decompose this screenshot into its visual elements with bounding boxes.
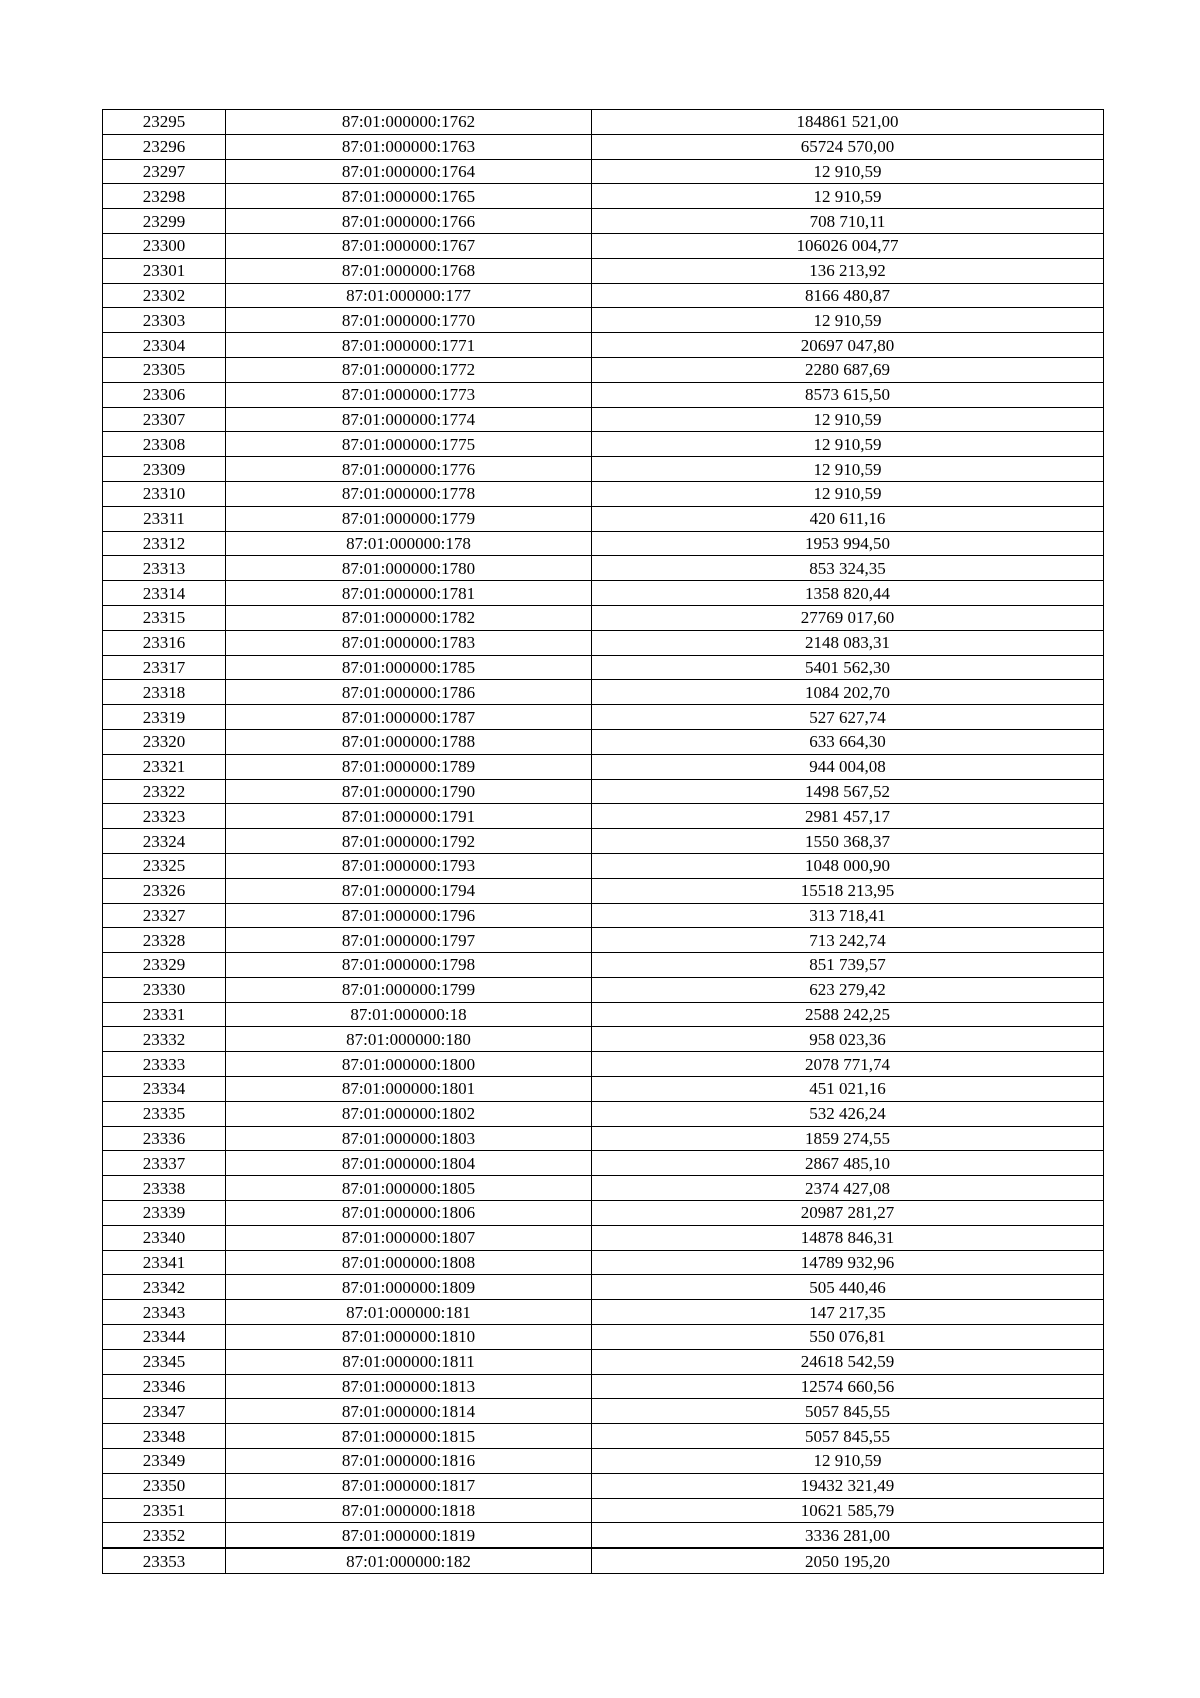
table-body xyxy=(103,110,1104,1574)
row-number-cell: 23320 xyxy=(103,729,226,754)
cadastral-number-cell: 87:01:000000:1798 xyxy=(226,953,592,978)
cadastral-number-cell: 87:01:000000:180 xyxy=(226,1027,592,1052)
table-row xyxy=(103,1077,1104,1102)
table-row xyxy=(103,1424,1104,1449)
table-row xyxy=(103,556,1104,581)
row-number-cell: 23321 xyxy=(103,754,226,779)
row-number-cell: 23335 xyxy=(103,1101,226,1126)
cadastral-value-cell: 12 910,59 xyxy=(592,432,1104,457)
cadastral-number-cell: 87:01:000000:1794 xyxy=(226,878,592,903)
cadastral-number-cell: 87:01:000000:1772 xyxy=(226,357,592,382)
table-row xyxy=(103,829,1104,854)
cadastral-number-cell: 87:01:000000:1774 xyxy=(226,407,592,432)
cadastral-number-cell: 87:01:000000:1796 xyxy=(226,903,592,928)
row-number-cell: 23331 xyxy=(103,1002,226,1027)
table-row xyxy=(103,159,1104,184)
cadastral-number-cell: 87:01:000000:1785 xyxy=(226,655,592,680)
cadastral-value-cell: 708 710,11 xyxy=(592,209,1104,234)
cadastral-number-cell: 87:01:000000:1783 xyxy=(226,630,592,655)
cadastral-number-cell: 87:01:000000:1770 xyxy=(226,308,592,333)
row-number-cell: 23339 xyxy=(103,1201,226,1226)
cadastral-number-cell: 87:01:000000:1813 xyxy=(226,1374,592,1399)
table-row xyxy=(103,928,1104,953)
table-row xyxy=(103,1101,1104,1126)
cadastral-value-cell: 5057 845,55 xyxy=(592,1424,1104,1449)
cadastral-number-cell: 87:01:000000:1765 xyxy=(226,184,592,209)
row-number-cell: 23333 xyxy=(103,1052,226,1077)
cadastral-value-cell: 1498 567,52 xyxy=(592,779,1104,804)
table-row xyxy=(103,457,1104,482)
cadastral-value-cell: 12 910,59 xyxy=(592,481,1104,506)
table-row xyxy=(103,333,1104,358)
cadastral-value-cell: 2280 687,69 xyxy=(592,357,1104,382)
row-number-cell: 23345 xyxy=(103,1349,226,1374)
row-number-cell: 23344 xyxy=(103,1325,226,1350)
cadastral-number-cell: 87:01:000000:1790 xyxy=(226,779,592,804)
table-row xyxy=(103,432,1104,457)
table-row xyxy=(103,382,1104,407)
cadastral-number-cell: 87:01:000000:1773 xyxy=(226,382,592,407)
cadastral-number-cell: 87:01:000000:1789 xyxy=(226,754,592,779)
cadastral-value-cell: 2867 485,10 xyxy=(592,1151,1104,1176)
row-number-cell: 23336 xyxy=(103,1126,226,1151)
table-row xyxy=(103,1201,1104,1226)
table-row xyxy=(103,680,1104,705)
table-row xyxy=(103,134,1104,159)
cadastral-value-cell: 24618 542,59 xyxy=(592,1349,1104,1374)
cadastral-number-cell: 87:01:000000:1807 xyxy=(226,1225,592,1250)
row-number-cell: 23328 xyxy=(103,928,226,953)
row-number-cell: 23298 xyxy=(103,184,226,209)
cadastral-value-cell: 27769 017,60 xyxy=(592,605,1104,630)
cadastral-number-cell: 87:01:000000:182 xyxy=(226,1548,592,1573)
row-number-cell: 23343 xyxy=(103,1300,226,1325)
row-number-cell: 23341 xyxy=(103,1250,226,1275)
cadastral-value-cell: 1859 274,55 xyxy=(592,1126,1104,1151)
cadastral-number-cell: 87:01:000000:1771 xyxy=(226,333,592,358)
row-number-cell: 23303 xyxy=(103,308,226,333)
row-number-cell: 23315 xyxy=(103,605,226,630)
table-row xyxy=(103,1027,1104,1052)
cadastral-value-cell: 2374 427,08 xyxy=(592,1176,1104,1201)
table-row xyxy=(103,481,1104,506)
cadastral-value-cell: 8166 480,87 xyxy=(592,283,1104,308)
table-row xyxy=(103,1399,1104,1424)
table-row xyxy=(103,779,1104,804)
row-number-cell: 23301 xyxy=(103,258,226,283)
cadastral-value-cell: 505 440,46 xyxy=(592,1275,1104,1300)
cadastral-value-cell: 713 242,74 xyxy=(592,928,1104,953)
row-number-cell: 23338 xyxy=(103,1176,226,1201)
cadastral-number-cell: 87:01:000000:1778 xyxy=(226,481,592,506)
table-row xyxy=(103,357,1104,382)
cadastral-value-cell: 12 910,59 xyxy=(592,1449,1104,1474)
cadastral-value-cell: 420 611,16 xyxy=(592,506,1104,531)
cadastral-value-cell: 19432 321,49 xyxy=(592,1473,1104,1498)
row-number-cell: 23322 xyxy=(103,779,226,804)
table-row xyxy=(103,1374,1104,1399)
table-row xyxy=(103,729,1104,754)
row-number-cell: 23330 xyxy=(103,977,226,1002)
row-number-cell: 23327 xyxy=(103,903,226,928)
table-row xyxy=(103,258,1104,283)
cadastral-number-cell: 87:01:000000:1797 xyxy=(226,928,592,953)
table-row xyxy=(103,283,1104,308)
cadastral-value-cell: 5401 562,30 xyxy=(592,655,1104,680)
table-row xyxy=(103,1349,1104,1374)
table-row xyxy=(103,1473,1104,1498)
cadastral-number-cell: 87:01:000000:1804 xyxy=(226,1151,592,1176)
table-row xyxy=(103,233,1104,258)
row-number-cell: 23353 xyxy=(103,1548,226,1573)
row-number-cell: 23313 xyxy=(103,556,226,581)
table-row xyxy=(103,1176,1104,1201)
cadastral-number-cell: 87:01:000000:1764 xyxy=(226,159,592,184)
cadastral-number-cell: 87:01:000000:1808 xyxy=(226,1250,592,1275)
row-number-cell: 23323 xyxy=(103,804,226,829)
cadastral-number-cell: 87:01:000000:1780 xyxy=(226,556,592,581)
cadastral-value-cell: 958 023,36 xyxy=(592,1027,1104,1052)
cadastral-value-cell: 12 910,59 xyxy=(592,184,1104,209)
table-row xyxy=(103,953,1104,978)
cadastral-value-cell: 184861 521,00 xyxy=(592,110,1104,135)
cadastral-value-cell: 12 910,59 xyxy=(592,407,1104,432)
cadastral-number-cell: 87:01:000000:1762 xyxy=(226,110,592,135)
row-number-cell: 23307 xyxy=(103,407,226,432)
table-row xyxy=(103,1002,1104,1027)
cadastral-number-cell: 87:01:000000:1768 xyxy=(226,258,592,283)
cadastral-value-cell: 1048 000,90 xyxy=(592,853,1104,878)
table-row xyxy=(103,1498,1104,1523)
row-number-cell: 23342 xyxy=(103,1275,226,1300)
cadastral-value-cell: 2981 457,17 xyxy=(592,804,1104,829)
row-number-cell: 23337 xyxy=(103,1151,226,1176)
row-number-cell: 23317 xyxy=(103,655,226,680)
row-number-cell: 23312 xyxy=(103,531,226,556)
cadastral-value-cell: 527 627,74 xyxy=(592,705,1104,730)
cadastral-value-cell: 944 004,08 xyxy=(592,754,1104,779)
table-row xyxy=(103,1126,1104,1151)
table-row xyxy=(103,1325,1104,1350)
cadastral-value-cell: 136 213,92 xyxy=(592,258,1104,283)
table-row xyxy=(103,1548,1104,1573)
row-number-cell: 23305 xyxy=(103,357,226,382)
cadastral-number-cell: 87:01:000000:1787 xyxy=(226,705,592,730)
row-number-cell: 23314 xyxy=(103,581,226,606)
cadastral-value-cell: 1358 820,44 xyxy=(592,581,1104,606)
table-row xyxy=(103,630,1104,655)
cadastral-number-cell: 87:01:000000:1801 xyxy=(226,1077,592,1102)
cadastral-value-cell: 20697 047,80 xyxy=(592,333,1104,358)
cadastral-number-cell: 87:01:000000:1792 xyxy=(226,829,592,854)
cadastral-number-cell: 87:01:000000:178 xyxy=(226,531,592,556)
row-number-cell: 23325 xyxy=(103,853,226,878)
table-row xyxy=(103,506,1104,531)
table-row xyxy=(103,1151,1104,1176)
row-number-cell: 23300 xyxy=(103,233,226,258)
row-number-cell: 23310 xyxy=(103,481,226,506)
cadastral-value-cell: 2148 083,31 xyxy=(592,630,1104,655)
cadastral-value-cell: 532 426,24 xyxy=(592,1101,1104,1126)
cadastral-number-cell: 87:01:000000:1776 xyxy=(226,457,592,482)
row-number-cell: 23346 xyxy=(103,1374,226,1399)
cadastral-number-cell: 87:01:000000:1818 xyxy=(226,1498,592,1523)
row-number-cell: 23326 xyxy=(103,878,226,903)
cadastral-value-cell: 12 910,59 xyxy=(592,457,1104,482)
cadastral-number-cell: 87:01:000000:1816 xyxy=(226,1449,592,1474)
cadastral-number-cell: 87:01:000000:1793 xyxy=(226,853,592,878)
row-number-cell: 23334 xyxy=(103,1077,226,1102)
table-row xyxy=(103,605,1104,630)
cadastral-value-cell: 313 718,41 xyxy=(592,903,1104,928)
row-number-cell: 23332 xyxy=(103,1027,226,1052)
row-number-cell: 23304 xyxy=(103,333,226,358)
table-row xyxy=(103,853,1104,878)
cadastral-number-cell: 87:01:000000:181 xyxy=(226,1300,592,1325)
table-row xyxy=(103,1052,1104,1077)
cadastral-value-cell: 147 217,35 xyxy=(592,1300,1104,1325)
row-number-cell: 23299 xyxy=(103,209,226,234)
cadastral-number-cell: 87:01:000000:1817 xyxy=(226,1473,592,1498)
table-row xyxy=(103,531,1104,556)
cadastral-value-cell: 106026 004,77 xyxy=(592,233,1104,258)
cadastral-number-cell: 87:01:000000:1786 xyxy=(226,680,592,705)
row-number-cell: 23329 xyxy=(103,953,226,978)
row-number-cell: 23295 xyxy=(103,110,226,135)
row-number-cell: 23319 xyxy=(103,705,226,730)
cadastral-value-cell: 15518 213,95 xyxy=(592,878,1104,903)
cadastral-number-cell: 87:01:000000:1810 xyxy=(226,1325,592,1350)
cadastral-value-cell: 2078 771,74 xyxy=(592,1052,1104,1077)
row-number-cell: 23318 xyxy=(103,680,226,705)
row-number-cell: 23297 xyxy=(103,159,226,184)
table-row xyxy=(103,705,1104,730)
table-row xyxy=(103,1523,1104,1548)
cadastral-value-cell: 12 910,59 xyxy=(592,308,1104,333)
cadastral-number-cell: 87:01:000000:1763 xyxy=(226,134,592,159)
cadastral-number-cell: 87:01:000000:1811 xyxy=(226,1349,592,1374)
cadastral-number-cell: 87:01:000000:1809 xyxy=(226,1275,592,1300)
table-row xyxy=(103,878,1104,903)
table-row xyxy=(103,1275,1104,1300)
row-number-cell: 23352 xyxy=(103,1523,226,1548)
table-row xyxy=(103,754,1104,779)
row-number-cell: 23306 xyxy=(103,382,226,407)
row-number-cell: 23308 xyxy=(103,432,226,457)
cadastral-number-cell: 87:01:000000:1788 xyxy=(226,729,592,754)
cadastral-value-cell: 633 664,30 xyxy=(592,729,1104,754)
cadastral-value-cell: 2588 242,25 xyxy=(592,1002,1104,1027)
row-number-cell: 23351 xyxy=(103,1498,226,1523)
cadastral-value-cell: 14789 932,96 xyxy=(592,1250,1104,1275)
cadastral-value-cell: 1550 368,37 xyxy=(592,829,1104,854)
cadastral-value-cell: 3336 281,00 xyxy=(592,1523,1104,1548)
table-row xyxy=(103,581,1104,606)
row-number-cell: 23347 xyxy=(103,1399,226,1424)
cadastral-value-table xyxy=(102,109,1104,1574)
row-number-cell: 23316 xyxy=(103,630,226,655)
table-row xyxy=(103,184,1104,209)
cadastral-value-cell: 851 739,57 xyxy=(592,953,1104,978)
table-row xyxy=(103,804,1104,829)
cadastral-number-cell: 87:01:000000:1805 xyxy=(226,1176,592,1201)
cadastral-number-cell: 87:01:000000:1815 xyxy=(226,1424,592,1449)
cadastral-value-cell: 12 910,59 xyxy=(592,159,1104,184)
table-row xyxy=(103,1225,1104,1250)
cadastral-number-cell: 87:01:000000:1799 xyxy=(226,977,592,1002)
table-row xyxy=(103,903,1104,928)
cadastral-value-cell: 550 076,81 xyxy=(592,1325,1104,1350)
cadastral-number-cell: 87:01:000000:1779 xyxy=(226,506,592,531)
cadastral-number-cell: 87:01:000000:1800 xyxy=(226,1052,592,1077)
cadastral-number-cell: 87:01:000000:1781 xyxy=(226,581,592,606)
cadastral-number-cell: 87:01:000000:1767 xyxy=(226,233,592,258)
table-row xyxy=(103,110,1104,135)
cadastral-value-cell: 20987 281,27 xyxy=(592,1201,1104,1226)
cadastral-number-cell: 87:01:000000:1803 xyxy=(226,1126,592,1151)
cadastral-number-cell: 87:01:000000:1802 xyxy=(226,1101,592,1126)
cadastral-value-cell: 1953 994,50 xyxy=(592,531,1104,556)
cadastral-number-cell: 87:01:000000:1791 xyxy=(226,804,592,829)
cadastral-value-cell: 8573 615,50 xyxy=(592,382,1104,407)
cadastral-number-cell: 87:01:000000:1814 xyxy=(226,1399,592,1424)
cadastral-number-cell: 87:01:000000:1806 xyxy=(226,1201,592,1226)
cadastral-number-cell: 87:01:000000:1775 xyxy=(226,432,592,457)
cadastral-value-cell: 10621 585,79 xyxy=(592,1498,1104,1523)
row-number-cell: 23350 xyxy=(103,1473,226,1498)
cadastral-value-cell: 623 279,42 xyxy=(592,977,1104,1002)
cadastral-number-cell: 87:01:000000:18 xyxy=(226,1002,592,1027)
row-number-cell: 23309 xyxy=(103,457,226,482)
row-number-cell: 23340 xyxy=(103,1225,226,1250)
row-number-cell: 23349 xyxy=(103,1449,226,1474)
row-number-cell: 23311 xyxy=(103,506,226,531)
table-row xyxy=(103,1300,1104,1325)
row-number-cell: 23348 xyxy=(103,1424,226,1449)
table-row xyxy=(103,977,1104,1002)
cadastral-value-cell: 65724 570,00 xyxy=(592,134,1104,159)
table-row xyxy=(103,655,1104,680)
cadastral-value-cell: 853 324,35 xyxy=(592,556,1104,581)
cadastral-value-cell: 1084 202,70 xyxy=(592,680,1104,705)
cadastral-number-cell: 87:01:000000:1782 xyxy=(226,605,592,630)
table-row xyxy=(103,407,1104,432)
cadastral-value-cell: 12574 660,56 xyxy=(592,1374,1104,1399)
cadastral-number-cell: 87:01:000000:177 xyxy=(226,283,592,308)
cadastral-value-cell: 451 021,16 xyxy=(592,1077,1104,1102)
table-row xyxy=(103,209,1104,234)
table-row xyxy=(103,1250,1104,1275)
cadastral-value-cell: 14878 846,31 xyxy=(592,1225,1104,1250)
cadastral-number-cell: 87:01:000000:1766 xyxy=(226,209,592,234)
row-number-cell: 23302 xyxy=(103,283,226,308)
cadastral-value-cell: 5057 845,55 xyxy=(592,1399,1104,1424)
cadastral-number-cell: 87:01:000000:1819 xyxy=(226,1523,592,1548)
row-number-cell: 23296 xyxy=(103,134,226,159)
cadastral-value-cell: 2050 195,20 xyxy=(592,1548,1104,1573)
table-row xyxy=(103,1449,1104,1474)
row-number-cell: 23324 xyxy=(103,829,226,854)
table-row xyxy=(103,308,1104,333)
